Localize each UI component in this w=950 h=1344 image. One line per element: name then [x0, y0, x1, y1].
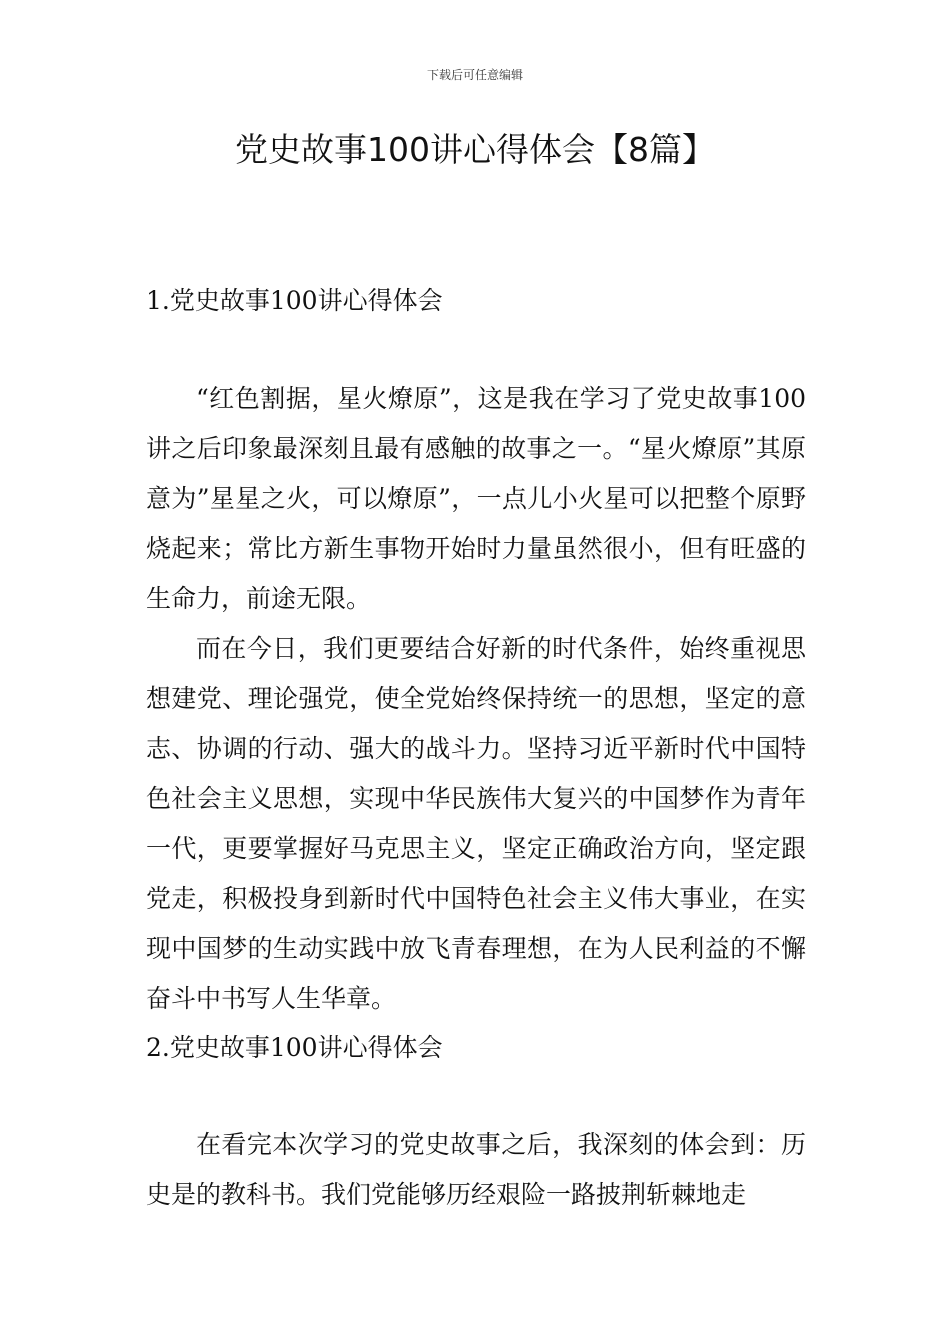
section-body-1 — [146, 374, 806, 1024]
paragraph: “红色割据，星火燎原”，这是我在学习了党史故事100讲之后印象最深刻且最有感触的故事之一。“星火燎原”其原意为”星星之火，可以燎原”，一点儿小火星可以把整个原野烧起来；常比方新生事物开始时力量虽然很小，但有旺盛的生命力，前途无限。 — [146, 384, 806, 613]
section-body-2 — [146, 1120, 806, 1220]
header-note: 下载后可任意编辑 — [426, 68, 523, 82]
section-heading-1: 1.党史故事100讲心得体会 — [146, 286, 443, 315]
section-heading-2: 2.党史故事100讲心得体会 — [146, 1033, 443, 1062]
paragraph: 而在今日，我们更要结合好新的时代条件，始终重视思想建党、理论强党，使全党始终保持统一的思想，坚定的意志、协调的行动、强大的战斗力。坚持习近平新时代中国特色社会主义思想，实现中华民族伟大复兴的中国梦作为青年一代，更要掌握好马克思主义，坚定正确政治方向，坚定跟党走，积极投身到新时代中国特色社会主义伟大事业，在实现中国梦的生动实践中放飞青春理想，在为人民利益的不懈奋斗中书写人生华章。 — [146, 634, 806, 1013]
paragraph: 在看完本次学习的党史故事之后，我深刻的体会到：历史是的教科书。我们党能够历经艰险一路披荆斩棘地走 — [146, 1130, 806, 1209]
document-title: 党史故事100讲心得体会【8篇】 — [235, 130, 715, 169]
